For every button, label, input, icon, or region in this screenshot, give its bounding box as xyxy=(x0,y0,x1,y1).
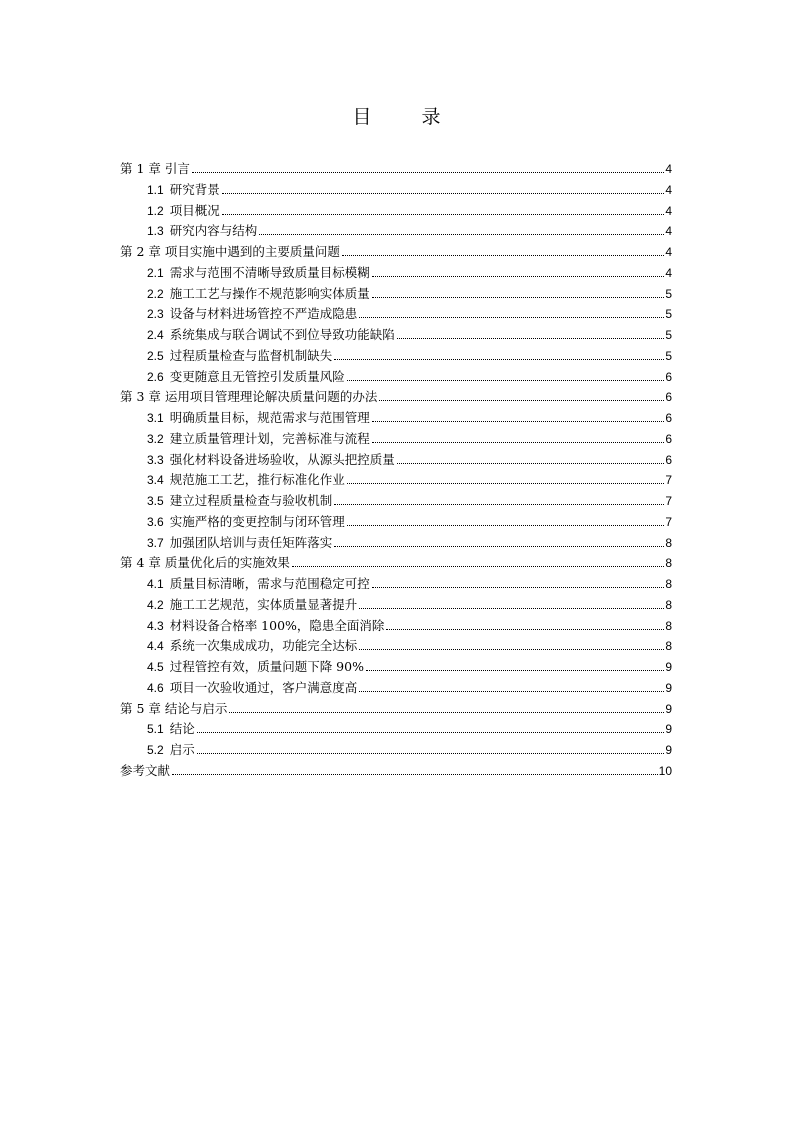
toc-entry-number: 3.3 xyxy=(147,452,164,467)
toc-entry-number: 3.5 xyxy=(147,494,164,508)
toc-section-entry[interactable] xyxy=(120,304,672,325)
toc-dot-leader xyxy=(347,380,665,381)
toc-entry-title: 变更随意且无管控引发质量风险 xyxy=(169,368,345,384)
toc-entry-title: 第 3 章 运用项目管理理论解决质量问题的办法 xyxy=(120,389,378,405)
toc-entry-number: 4.6 xyxy=(147,680,164,695)
toc-entry-title: 过程质量检查与监督机制缺失 xyxy=(169,347,333,363)
toc-entry-title: 启示 xyxy=(169,742,195,757)
toc-dot-leader xyxy=(359,317,664,318)
toc-page-number: 9 xyxy=(665,701,672,716)
toc-entry-title: 质量目标清晰，需求与范围稳定可控 xyxy=(169,576,370,591)
toc-page-number: 4 xyxy=(665,224,672,239)
toc-section-entry[interactable] xyxy=(120,408,672,429)
toc-page-number: 5 xyxy=(665,286,672,301)
toc-entry-number: 4.2 xyxy=(147,597,164,612)
toc-entry-number: 1.2 xyxy=(147,203,164,218)
toc-entry-number: 3.1 xyxy=(147,411,164,425)
toc-section-entry[interactable] xyxy=(120,719,672,740)
toc-page-number: 8 xyxy=(665,535,672,550)
toc-entry-number: 4.1 xyxy=(147,577,164,591)
toc-section-entry[interactable] xyxy=(120,325,672,346)
page-title: 目 录 xyxy=(352,106,463,128)
toc-chapter-entry[interactable] xyxy=(120,699,672,720)
toc-entry-number: 3.4 xyxy=(147,473,164,488)
toc-entry-title: 加强团队培训与责任矩阵落实 xyxy=(169,534,333,550)
toc-page-number: 7 xyxy=(665,514,672,529)
toc-page-number: 8 xyxy=(665,639,672,654)
toc-section-entry[interactable] xyxy=(120,657,672,678)
toc-entry-title: 项目一次验收通过，客户满意度高 xyxy=(169,679,358,695)
toc-entry-title: 研究内容与结构 xyxy=(169,223,258,239)
toc-page-number: 6 xyxy=(665,411,672,425)
toc-entry-title: 规范施工工艺，推行标准化作业 xyxy=(169,472,345,488)
toc-dot-leader xyxy=(366,670,664,671)
toc-dot-leader xyxy=(222,193,665,194)
toc-entry-title: 项目概况 xyxy=(169,202,220,218)
toc-entry-title: 设备与材料进场管控不严造成隐患 xyxy=(169,306,358,322)
toc-entry-number: 3.2 xyxy=(147,431,164,446)
toc-dot-leader xyxy=(372,587,665,588)
table-of-contents xyxy=(120,159,672,782)
toc-dot-leader xyxy=(334,546,664,547)
toc-entry-number: 4.3 xyxy=(147,618,164,633)
toc-chapter-entry[interactable] xyxy=(120,159,672,180)
toc-section-entry[interactable] xyxy=(120,201,672,222)
toc-entry-number: 1.1 xyxy=(147,182,164,197)
toc-entry-title: 需求与范围不清晰导致质量目标模糊 xyxy=(169,264,370,280)
toc-dot-leader xyxy=(334,359,664,360)
toc-page-number: 8 xyxy=(665,577,672,591)
toc-dot-leader xyxy=(397,463,665,464)
toc-page-number: 7 xyxy=(665,494,672,508)
toc-entry-number: 2.4 xyxy=(147,328,164,342)
toc-page-number: 5 xyxy=(665,328,672,342)
toc-page-number: 4 xyxy=(665,265,672,280)
toc-entry-title: 强化材料设备进场验收，从源头把控质量 xyxy=(169,451,395,467)
toc-chapter-entry[interactable] xyxy=(120,387,672,408)
toc-section-entry[interactable] xyxy=(120,470,672,491)
toc-dot-leader xyxy=(372,421,665,422)
toc-section-entry[interactable] xyxy=(120,533,672,554)
toc-page-number: 6 xyxy=(665,390,672,405)
toc-page-number: 10 xyxy=(658,763,672,778)
toc-page-number: 9 xyxy=(665,722,672,737)
toc-dot-leader xyxy=(359,691,664,692)
toc-entry-title: 建立过程质量检查与验收机制 xyxy=(169,493,333,508)
toc-page-number: 4 xyxy=(665,245,672,259)
toc-dot-leader xyxy=(372,297,665,298)
toc-page-number: 5 xyxy=(665,307,672,322)
toc-section-entry[interactable] xyxy=(120,512,672,533)
toc-entry-number: 2.2 xyxy=(147,286,164,301)
toc-entry-number: 2.3 xyxy=(147,307,164,322)
toc-entry-number: 2.5 xyxy=(147,348,164,363)
toc-entry-title: 明确质量目标，规范需求与范围管理 xyxy=(169,410,370,425)
toc-dot-leader xyxy=(229,712,664,713)
toc-section-entry[interactable] xyxy=(120,574,672,595)
toc-dot-leader xyxy=(347,483,665,484)
toc-section-entry[interactable] xyxy=(120,263,672,284)
toc-section-entry[interactable] xyxy=(120,221,672,242)
toc-entry-title: 第 2 章 项目实施中遇到的主要质量问题 xyxy=(120,244,340,259)
toc-dot-leader xyxy=(222,214,665,215)
toc-page-number: 4 xyxy=(665,162,672,176)
toc-section-entry[interactable] xyxy=(120,429,672,450)
toc-entry-title: 建立质量管理计划，完善标准与流程 xyxy=(169,430,370,446)
toc-dot-leader xyxy=(172,774,658,775)
toc-entry-number: 3.6 xyxy=(147,514,164,529)
toc-dot-leader xyxy=(347,525,665,526)
toc-page-number: 8 xyxy=(665,556,672,571)
toc-chapter-entry[interactable] xyxy=(120,553,672,574)
toc-entry-number: 5.2 xyxy=(147,743,164,757)
toc-entry-title: 结论 xyxy=(169,721,195,737)
toc-entry-title: 第 5 章 结论与启示 xyxy=(120,700,228,716)
toc-section-entry[interactable] xyxy=(120,346,672,367)
toc-page-number: 4 xyxy=(665,182,672,197)
toc-entry-title: 材料设备合格率 100%，隐患全面消除 xyxy=(169,617,385,633)
toc-entry-number: 2.1 xyxy=(147,265,164,280)
toc-dot-leader xyxy=(372,276,665,277)
toc-page-number: 9 xyxy=(665,680,672,695)
toc-dot-leader xyxy=(386,629,664,630)
toc-entry-title: 系统一次集成成功，功能完全达标 xyxy=(169,638,358,654)
toc-entry-title: 过程管控有效，质量问题下降 90% xyxy=(169,659,364,674)
toc-section-entry[interactable] xyxy=(120,367,672,388)
toc-entry-title: 实施严格的变更控制与闭环管理 xyxy=(169,513,345,529)
toc-entry-title: 第 1 章 引言 xyxy=(120,161,190,176)
toc-section-entry[interactable] xyxy=(120,180,672,201)
toc-entry-title: 第 4 章 质量优化后的实施效果 xyxy=(120,555,290,571)
toc-page-number: 5 xyxy=(665,348,672,363)
toc-section-entry[interactable] xyxy=(120,740,672,761)
toc-page-number: 7 xyxy=(665,473,672,488)
toc-page-number: 6 xyxy=(665,431,672,446)
toc-dot-leader xyxy=(334,504,664,505)
toc-dot-leader xyxy=(292,566,664,567)
toc-entry-number: 1.3 xyxy=(147,224,164,239)
toc-page-number: 8 xyxy=(665,597,672,612)
toc-dot-leader xyxy=(379,400,664,401)
toc-page-number: 9 xyxy=(665,743,672,757)
toc-section-entry[interactable] xyxy=(120,450,672,471)
toc-dot-leader xyxy=(359,649,664,650)
toc-entry-number: 3.7 xyxy=(147,535,164,550)
toc-chapter-entry[interactable] xyxy=(120,761,672,782)
toc-page-number: 6 xyxy=(665,452,672,467)
toc-page-number: 9 xyxy=(665,660,672,674)
toc-page-number: 4 xyxy=(665,203,672,218)
toc-section-entry[interactable] xyxy=(120,491,672,512)
toc-dot-leader xyxy=(359,608,664,609)
toc-entry-title: 系统集成与联合调试不到位导致功能缺陷 xyxy=(169,327,395,342)
toc-page-number: 6 xyxy=(665,369,672,384)
toc-dot-leader xyxy=(342,255,664,256)
toc-section-entry[interactable] xyxy=(120,284,672,305)
toc-entry-title: 施工工艺规范，实体质量显著提升 xyxy=(169,596,358,612)
toc-dot-leader xyxy=(197,732,665,733)
toc-entry-number: 4.5 xyxy=(147,660,164,674)
toc-entry-title: 参考文献 xyxy=(120,762,171,778)
toc-section-entry[interactable] xyxy=(120,616,672,637)
toc-entry-number: 4.4 xyxy=(147,639,164,654)
toc-chapter-entry[interactable] xyxy=(120,242,672,263)
toc-section-entry[interactable] xyxy=(120,595,672,616)
toc-dot-leader xyxy=(372,442,665,443)
toc-dot-leader xyxy=(397,338,665,339)
toc-entry-title: 施工工艺与操作不规范影响实体质量 xyxy=(169,285,370,301)
toc-dot-leader xyxy=(192,172,664,173)
toc-dot-leader xyxy=(197,753,665,754)
toc-section-entry[interactable] xyxy=(120,678,672,699)
toc-dot-leader xyxy=(259,234,664,235)
toc-page-number: 8 xyxy=(665,618,672,633)
toc-entry-title: 研究背景 xyxy=(169,181,220,197)
toc-entry-number: 2.6 xyxy=(147,369,164,384)
toc-entry-number: 5.1 xyxy=(147,722,164,737)
toc-section-entry[interactable] xyxy=(120,636,672,657)
